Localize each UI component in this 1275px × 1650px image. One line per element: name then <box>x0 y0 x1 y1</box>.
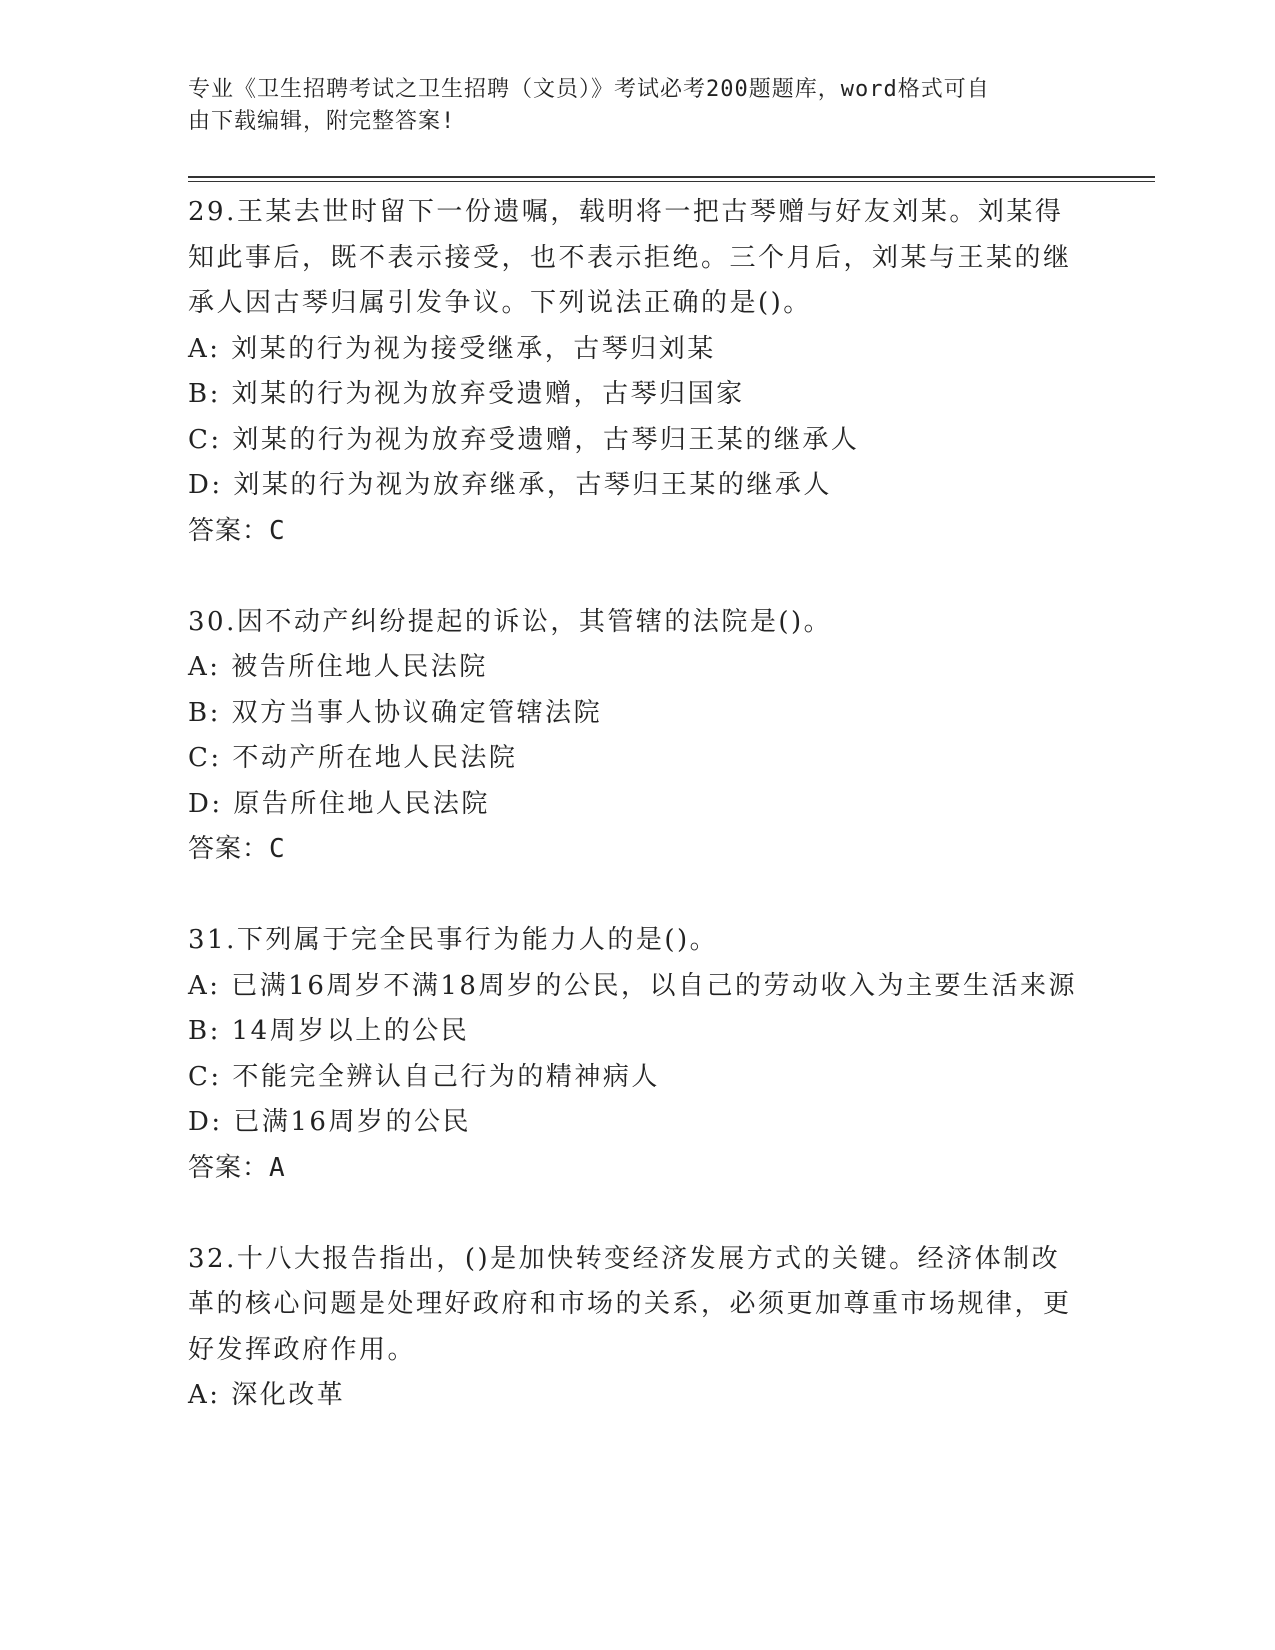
answer-label: 答案： <box>188 515 270 546</box>
option-a: A: 刘某的行为视为接受继承，古琴归刘某 <box>188 333 716 364</box>
option-a: A: 深化改革 <box>188 1380 346 1410</box>
header-divider-thick <box>188 176 1155 178</box>
header-line-1: 专业《卫生招聘考试之卫生招聘（文员）》考试必考200题题库，word格式可自 <box>188 77 990 102</box>
document-header <box>188 74 1068 138</box>
option-d: D: 已满16周岁的公民 <box>188 1107 471 1137</box>
question-stem: 30.因不动产纠纷提起的诉讼，其管辖的法院是()。 <box>188 606 833 637</box>
option-d: D: 刘某的行为视为放弃继承，古琴归王某的继承人 <box>188 470 832 500</box>
question-29 <box>188 190 1078 554</box>
question-30 <box>188 600 1078 873</box>
option-a: A: 已满16周岁不满18周岁的公民，以自己的劳动收入为主要生活来源 <box>188 970 1077 1001</box>
answer-line <box>188 1146 1078 1192</box>
option-c: C: 不动产所在地人民法院 <box>188 743 518 773</box>
header-divider-thin <box>188 181 1155 182</box>
option-b: B: 刘某的行为视为放弃受遗赠，古琴归国家 <box>188 379 745 409</box>
answer-line <box>188 827 1078 873</box>
question-32 <box>188 1237 1078 1419</box>
question-stem: 29.王某去世时留下一份遗嘱，载明将一把古琴赠与好友刘某。刘某得知此事后，既不表示接受，也不表示拒绝。三个月后，刘某与王某的继承人因古琴归属引发争议。下列说法正确的是()。 <box>188 197 1072 318</box>
answer-label: 答案： <box>188 834 270 864</box>
question-31 <box>188 918 1078 1191</box>
option-c: C: 刘某的行为视为放弃受遗赠，古琴归王某的继承人 <box>188 424 860 455</box>
question-list <box>188 190 1078 1464</box>
question-stem: 32.十八大报告指出，()是加快转变经济发展方式的关键。经济体制改革的核心问题是处理好政府和市场的关系，必须更加尊重市场规律，更好发挥政府作用。 <box>188 1243 1072 1365</box>
option-b: B: 双方当事人协议确定管辖法院 <box>188 697 603 728</box>
answer-value: C <box>269 515 286 546</box>
question-stem: 31.下列属于完全民事行为能力人的是()。 <box>188 925 719 955</box>
option-a: A: 被告所住地人民法院 <box>188 652 488 682</box>
option-d: D: 原告所住地人民法院 <box>188 788 490 819</box>
answer-label: 答案： <box>188 1152 270 1183</box>
option-c: C: 不能完全辨认自己行为的精神病人 <box>188 1061 660 1092</box>
answer-line <box>188 509 1078 555</box>
answer-value: C <box>269 834 286 864</box>
option-b: B: 14周岁以上的公民 <box>188 1016 470 1046</box>
answer-value: A <box>269 1152 286 1183</box>
header-line-2: 由下载编辑，附完整答案! <box>188 109 456 134</box>
